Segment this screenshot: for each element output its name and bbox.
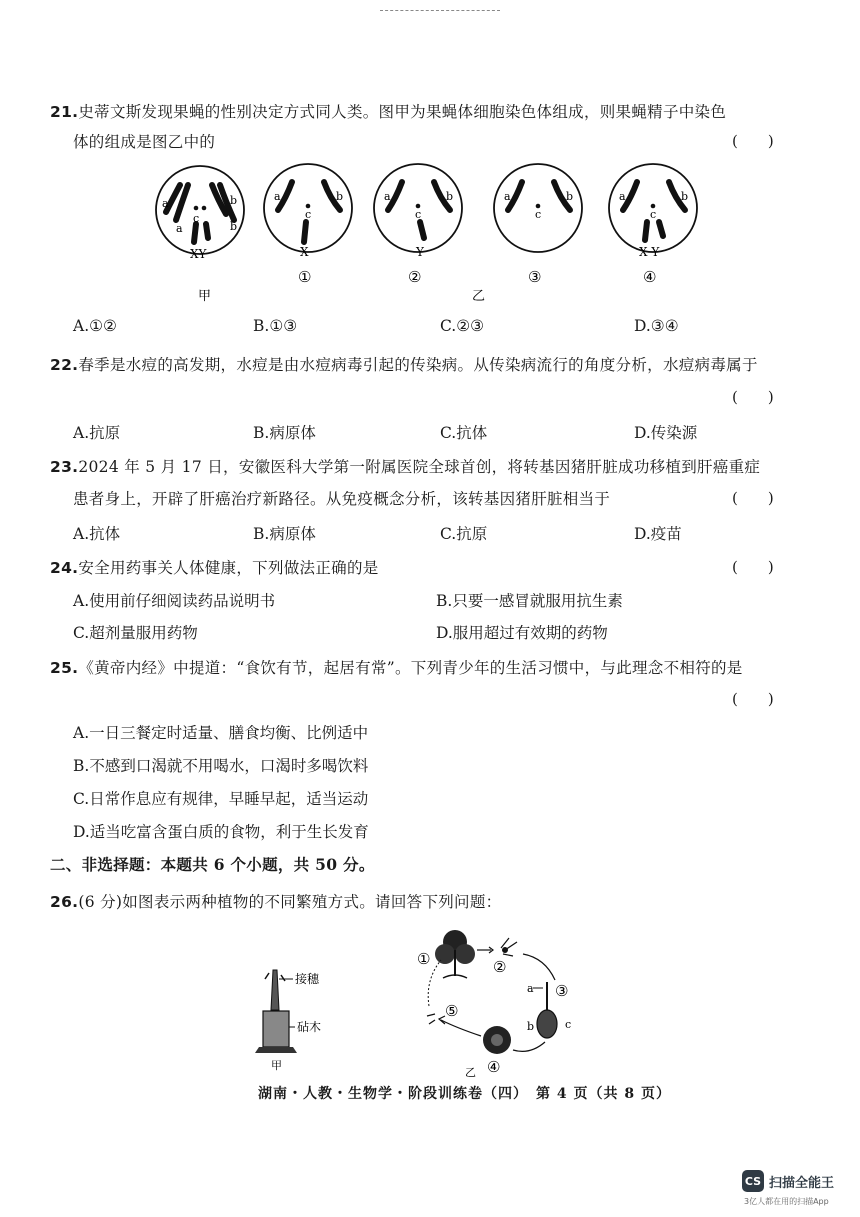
svg-text:a: a [527, 982, 534, 995]
q22-option-a[interactable]: A.抗原 [73, 424, 121, 442]
q25-option-d[interactable]: D.适当吃富含蛋白质的食物，利于生长发育 [73, 823, 369, 841]
q23-answer-paren: ( ) [732, 489, 774, 507]
svg-text:a: a [384, 190, 391, 203]
q25-line1 [50, 656, 743, 678]
cell-jia-label: XY [190, 247, 207, 261]
svg-text:c: c [565, 1018, 572, 1031]
q24-answer-paren: ( ) [732, 558, 774, 576]
q23-text1: 2024 年 5 月 17 日，安徽医科大学第一附属医院全球首创，将转基因猪肝脏成功移植到肝癌重症 [78, 458, 761, 476]
top-scan-mark [380, 10, 500, 11]
q24-number: 24. [50, 559, 79, 577]
q25-answer-paren: ( ) [732, 690, 774, 708]
pistil-icon [537, 982, 557, 1038]
q26-number: 26. [50, 893, 79, 911]
q23-option-a[interactable]: A.抗体 [73, 525, 121, 543]
svg-text:b: b [446, 190, 454, 203]
svg-text:④: ④ [487, 1058, 501, 1076]
svg-text:c: c [305, 208, 312, 221]
caption-yi: 乙 [472, 289, 486, 304]
caption-jia-26: 甲 [271, 1059, 282, 1072]
svg-text:c: c [415, 208, 422, 221]
q24-option-a[interactable]: A.使用前仔细阅读药品说明书 [73, 592, 276, 610]
q22-answer-paren: ( ) [732, 388, 774, 406]
q21-option-b[interactable]: B.①③ [253, 317, 298, 335]
q22-option-c[interactable]: C.抗体 [440, 424, 488, 442]
q24-line1 [50, 556, 379, 578]
svg-text:b: b [681, 190, 689, 203]
svg-text:c: c [650, 208, 657, 221]
chrom-label-b: b [230, 194, 238, 207]
scanner-watermark [742, 1170, 834, 1192]
svg-text:②: ② [493, 958, 507, 976]
cell-3 [494, 164, 582, 286]
svg-text:b: b [230, 220, 238, 233]
plant-icon [435, 930, 475, 978]
cell-4-number: ④ [643, 268, 657, 286]
q24-text1: 安全用药事关人体健康，下列做法正确的是 [78, 559, 379, 577]
cell-1 [264, 164, 352, 286]
q21-answer-paren: ( ) [732, 132, 774, 150]
q21-chromosome-figure [150, 160, 710, 310]
q25-number: 25. [50, 659, 79, 677]
q24-option-c[interactable]: C.超剂量服用药物 [73, 624, 198, 642]
svg-text:a: a [504, 190, 511, 203]
q22-number: 22. [50, 356, 79, 374]
svg-text:b: b [527, 1020, 535, 1033]
q21-number: 21. [50, 103, 79, 121]
q23-line1 [50, 455, 760, 477]
q21-option-a[interactable]: A.①② [73, 317, 117, 335]
chrom-label-c: c [193, 212, 200, 225]
q25-option-a[interactable]: A.一日三餐定时适量、膳食均衡、比例适中 [73, 724, 369, 742]
cell-2 [374, 164, 462, 286]
svg-text:a: a [274, 190, 281, 203]
cell-2-number: ② [408, 268, 422, 286]
caption-jia: 甲 [198, 289, 212, 304]
svg-text:Y: Y [416, 245, 424, 259]
cell-1-number: ① [298, 268, 312, 286]
svg-text:X Y: X Y [639, 245, 660, 259]
q26-lifecycle-figure [405, 920, 605, 1080]
chrom-label-a: a [162, 197, 169, 210]
section-two-heading: 二、非选择题：本题共 6 个小题，共 50 分。 [50, 855, 375, 874]
fruit-icon [483, 1026, 511, 1054]
svg-text:X: X [300, 245, 309, 259]
scion-label: 接穗 [295, 972, 320, 986]
cell-4 [609, 164, 697, 286]
svg-text:①: ① [417, 950, 431, 968]
q21-option-c[interactable]: C.②③ [440, 317, 485, 335]
q26-text1: (6 分)如图表示两种植物的不同繁殖方式。请回答下列问题： [78, 893, 502, 911]
q23-line2: 患者身上，开辟了肝癌治疗新路径。从免疫概念分析，该转基因猪肝脏相当于 [73, 490, 611, 508]
q25-option-b[interactable]: B.不感到口渴就不用喝水，口渴时多喝饮料 [73, 757, 369, 775]
cs-logo-icon: CS [742, 1170, 764, 1192]
flower-icon [501, 938, 517, 956]
cs-tagline: 3亿人都在用的扫描App [744, 1197, 829, 1206]
svg-text:⑤: ⑤ [445, 1002, 459, 1020]
cs-app-name: 扫描全能王 [769, 1175, 835, 1191]
q21-line2: 体的组成是图乙中的 [73, 133, 216, 151]
q21-option-d[interactable]: D.③④ [634, 317, 679, 335]
svg-text:③: ③ [555, 982, 569, 1000]
svg-text:b: b [336, 190, 344, 203]
q21-line1 [50, 100, 726, 122]
q24-option-d[interactable]: D.服用超过有效期的药物 [436, 624, 608, 642]
q25-option-c[interactable]: C.日常作息应有规律，早睡早起，适当运动 [73, 790, 369, 808]
svg-text:c: c [535, 208, 542, 221]
cell-jia [156, 166, 244, 261]
cell-3-number: ③ [528, 268, 542, 286]
q22-option-b[interactable]: B.病原体 [253, 424, 316, 442]
q22-text1: 春季是水痘的高发期，水痘是由水痘病毒引起的传染病。从传染病流行的角度分析，水痘病毒属于 [78, 356, 758, 374]
q23-number: 23. [50, 458, 79, 476]
rootstock-label: 砧木 [297, 1020, 322, 1034]
q26-line1 [50, 890, 501, 912]
svg-text:b: b [566, 190, 574, 203]
q26-grafting-figure [245, 965, 365, 1075]
q23-option-b[interactable]: B.病原体 [253, 525, 316, 543]
q21-text1: 史蒂文斯发现果蝇的性别决定方式同人类。图甲为果蝇体细胞染色体组成，则果蝇精子中染色 [78, 103, 727, 121]
q23-option-c[interactable]: C.抗原 [440, 525, 488, 543]
q23-option-d[interactable]: D.疫苗 [634, 525, 682, 543]
q25-text1: 《黄帝内经》中提道：“食饮有节，起居有常”。下列青少年的生活习惯中，与此理念不相符的是 [78, 659, 743, 677]
svg-text:a: a [176, 222, 183, 235]
q22-option-d[interactable]: D.传染源 [634, 424, 698, 442]
svg-text:a: a [619, 190, 626, 203]
page-footer: 湖南・人教・生物学・阶段训练卷（四） 第 4 页（共 8 页） [258, 1086, 671, 1102]
caption-yi-26: 乙 [465, 1066, 476, 1079]
q24-option-b[interactable]: B.只要一感冒就服用抗生素 [436, 592, 623, 610]
q22-line1 [50, 353, 758, 375]
